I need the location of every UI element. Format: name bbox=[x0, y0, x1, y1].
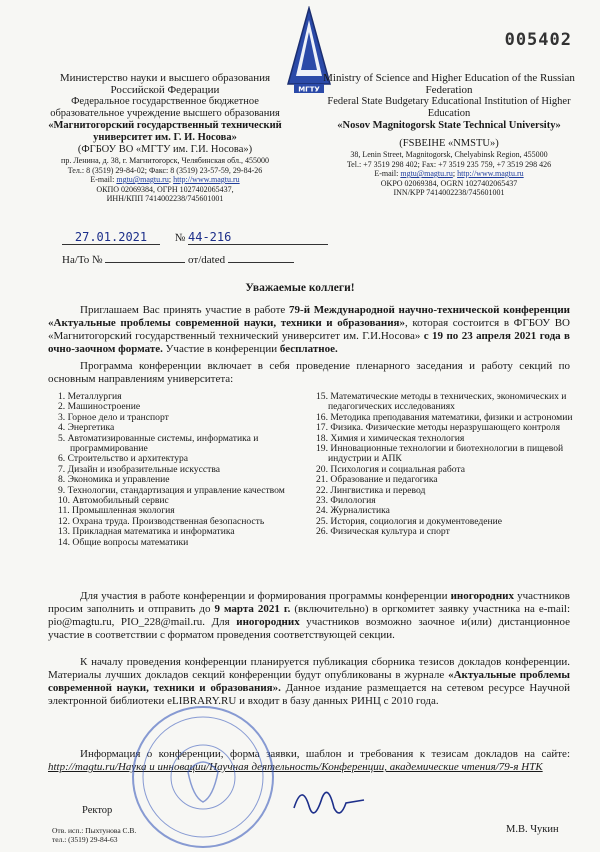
phone-ru: Тел.: 8 (3519) 29-84-02; Факс: 8 (3519) 23-57-59, 29-84-26 bbox=[67, 165, 263, 175]
section-item: 8. Экономика и управление bbox=[58, 474, 170, 486]
ministry-en: Ministry of Science and Higher Education of the Russian Federation bbox=[323, 72, 575, 96]
institution-abbr-ru: (ФГБОУ ВО «МГТУ им. Г.И. Носова») bbox=[77, 144, 253, 155]
institution-name-en: «Nosov Magnitogorsk State Technical University» bbox=[337, 120, 561, 131]
publication-paragraph bbox=[48, 656, 570, 708]
site-link-en[interactable]: http://www.magtu.ru bbox=[457, 169, 524, 178]
section-item: 15. Математические методы в технических, экономических и педагогических исследованиях bbox=[316, 391, 567, 413]
reply-dated-label: от/dated bbox=[188, 254, 226, 266]
section-item: 25. История, социология и документоведение bbox=[316, 515, 503, 527]
participation-free: бесплатное. bbox=[279, 343, 338, 355]
executor-phone: тел.: (3519) 29-84-63 bbox=[52, 835, 118, 844]
section-item: 5. Автоматизированные системы, информатика и программирование bbox=[58, 432, 259, 455]
email-link-en[interactable]: mgtu@magtu.ru bbox=[400, 169, 453, 178]
program-intro: Программа конференции включает в себя проведение пленарного заседания и работу секций по основным направлениям университета: bbox=[48, 360, 570, 385]
email-label-en: E-mail: bbox=[374, 169, 399, 178]
section-item: 1. Металлургия bbox=[58, 391, 122, 402]
registration-number: 44-216 bbox=[188, 230, 328, 245]
sections-right bbox=[316, 392, 578, 538]
registration-no-label: № bbox=[174, 232, 186, 244]
section-item: 16. Методика преподавания математики, физики и астрономии bbox=[316, 411, 573, 423]
inn-en: INN/KPP 7414002238/745601001 bbox=[393, 188, 505, 197]
info-link[interactable]: http://magtu.ru/Наука и инновации/Научная деятельность/Конференции, академические чтения/79-я НТК bbox=[48, 761, 543, 773]
intro-part1: Приглашаем Вас принять участие в работе bbox=[80, 304, 286, 316]
official-stamp bbox=[128, 702, 278, 852]
signature-role: Ректор bbox=[82, 805, 113, 816]
section-item: 26. Физическая культура и спорт bbox=[316, 526, 450, 538]
section-item: 18. Химия и химическая технология bbox=[316, 432, 465, 444]
document-number: 005402 bbox=[504, 30, 572, 50]
codes-en: OKPO 02069384, OGRN 1027402065437 bbox=[380, 178, 518, 188]
participation-paragraph bbox=[48, 590, 570, 642]
header-en bbox=[318, 72, 580, 198]
participation-g: участников возможно заочное и(или) дистанционное участие в соответствии с форматом проведения соответствующей секции. bbox=[48, 616, 570, 641]
institution-abbr-en: (FSBEIHE «NMSTU») bbox=[399, 138, 499, 149]
signature-name: М.В. Чукин bbox=[506, 824, 559, 835]
publication-a: К началу проведения конференции планируется публикация сборника тезисов докладов конференции. Материалы лучших докладов секций конференции будут опубликованы в журнале bbox=[48, 656, 570, 681]
section-item: 23. Филология bbox=[316, 495, 376, 507]
participation-a: Для участия в работе конференции и формирования программы конференции bbox=[80, 590, 448, 602]
sections-left bbox=[58, 392, 306, 548]
greeting: Уважаемые коллеги! bbox=[245, 282, 355, 294]
section-item: 11. Промышленная экология bbox=[58, 505, 175, 517]
section-item: 9. Технологии, стандартизация и управление качеством bbox=[58, 484, 285, 496]
journal-title: «Актуальные проблемы современной науки, техники и образования». bbox=[48, 669, 571, 694]
publication-c: Данное издание размещается на сетевом ресурсе Научной электронной библиотеки eLIBRARY.RU и входит в базу данных РИНЦ с 2010 года. bbox=[48, 682, 570, 707]
inn-ru: ИНН/КПП 7414002238/745601001 bbox=[106, 194, 224, 203]
section-item: 6. Строительство и архитектура bbox=[58, 453, 189, 465]
reply-row bbox=[62, 254, 362, 266]
email-link-ru[interactable]: mgtu@magtu.ru bbox=[116, 175, 169, 184]
section-item: 24. Журналистика bbox=[316, 505, 390, 517]
info-paragraph bbox=[48, 748, 570, 774]
header-ru bbox=[40, 72, 290, 204]
institution-name-ru: «Магнитогорский государственный технический университет им. Г. И. Носова» bbox=[48, 120, 282, 143]
email-row-ru: E-mail: mgtu@magtu.ru; http://www.magtu.ru bbox=[90, 175, 240, 184]
executor-name: Отв. исп.: Пыхтунова С.В. bbox=[52, 826, 137, 835]
participation-e: (включительно) в оргкомитет заявку участника на e-mail: pio@magtu.ru, PIO_228@mail.ru. Для bbox=[48, 603, 571, 628]
site-link-ru[interactable]: http://www.magtu.ru bbox=[173, 175, 240, 184]
section-item: 2. Машиностроение bbox=[58, 401, 141, 413]
intro-part3: Участие в конференции bbox=[165, 343, 278, 355]
intro-part2: , которая состоится в ФГБОУ ВО «Магнитогорский государственный технический университет им. Г.И.Носова» bbox=[48, 317, 570, 342]
section-item: 22. Лингвистика и перевод bbox=[316, 484, 426, 496]
section-item: 13. Прикладная математика и информатика bbox=[58, 526, 235, 538]
rector-signature bbox=[284, 778, 374, 828]
section-item: 10. Автомобильный сервис bbox=[58, 495, 169, 507]
email-label-ru: E-mail: bbox=[90, 175, 115, 184]
codes-ru: ОКПО 02069384, ОГРН 1027402065437, bbox=[96, 184, 234, 194]
ministry-ru: Министерство науки и высшего образования Российской Федерации bbox=[59, 72, 271, 96]
institution-type-en: Federal State Budgetary Educational Institution of Higher Education bbox=[327, 96, 571, 119]
conference-dates: с 19 по 23 апреля 2021 года в очно-заочном формате. bbox=[48, 330, 571, 355]
registration-row bbox=[62, 230, 362, 245]
reply-to-label: На/То № bbox=[62, 254, 103, 266]
participation-c: участников просим заполнить и отправить до bbox=[48, 590, 570, 615]
section-item: 17. Физика. Физические методы неразрушающего контроля bbox=[316, 422, 561, 434]
institution-type-ru: Федеральное государственное бюджетное образовательное учреждение высшего образования bbox=[50, 96, 280, 119]
address-ru: пр. Ленина, д. 38, г. Магнитогорск, Челябинская обл., 455000 bbox=[61, 156, 269, 165]
section-item: 12. Охрана труда. Производственная безопасность bbox=[58, 515, 265, 527]
section-item: 3. Горное дело и транспорт bbox=[58, 411, 169, 423]
section-item: 21. Образование и педагогика bbox=[316, 474, 438, 486]
email-row-en: E-mail: mgtu@magtu.ru; http://www.magtu.ru bbox=[374, 169, 524, 178]
phone-en: Tel.: +7 3519 298 402; Fax: +7 3519 235 759, +7 3519 298 426 bbox=[346, 159, 552, 169]
section-item: 19. Инновационные технологии и биотехнологии в пищевой индустрии и АПК bbox=[316, 443, 564, 465]
logo-text: МГТУ bbox=[298, 85, 320, 94]
intro-paragraph bbox=[48, 304, 570, 356]
info-a: Информация о конференции, форма заявки, шаблон и требования к тезисам докладов на сайте: bbox=[80, 748, 570, 760]
registration-deadline: 9 марта 2021 г. bbox=[214, 603, 291, 615]
address-en: 38, Lenin Street, Magnitogorsk, Chelyabinsk Region, 455000 bbox=[350, 150, 548, 159]
section-item: 14. Общие вопросы математики bbox=[58, 536, 189, 548]
participation-f: иногородних bbox=[236, 616, 300, 628]
section-item: 20. Психология и социальная работа bbox=[316, 463, 466, 475]
section-item: 7. Дизайн и изобразительные искусства bbox=[58, 463, 220, 475]
conference-title: 79-й Международной научно-технической конференции «Актуальные проблемы современной науки, техники и образования» bbox=[48, 304, 571, 329]
section-item: 4. Энергетика bbox=[58, 422, 115, 434]
executor-info bbox=[52, 826, 136, 844]
participation-b: иногородних bbox=[450, 590, 515, 602]
registration-date: 27.01.2021 bbox=[62, 230, 160, 245]
